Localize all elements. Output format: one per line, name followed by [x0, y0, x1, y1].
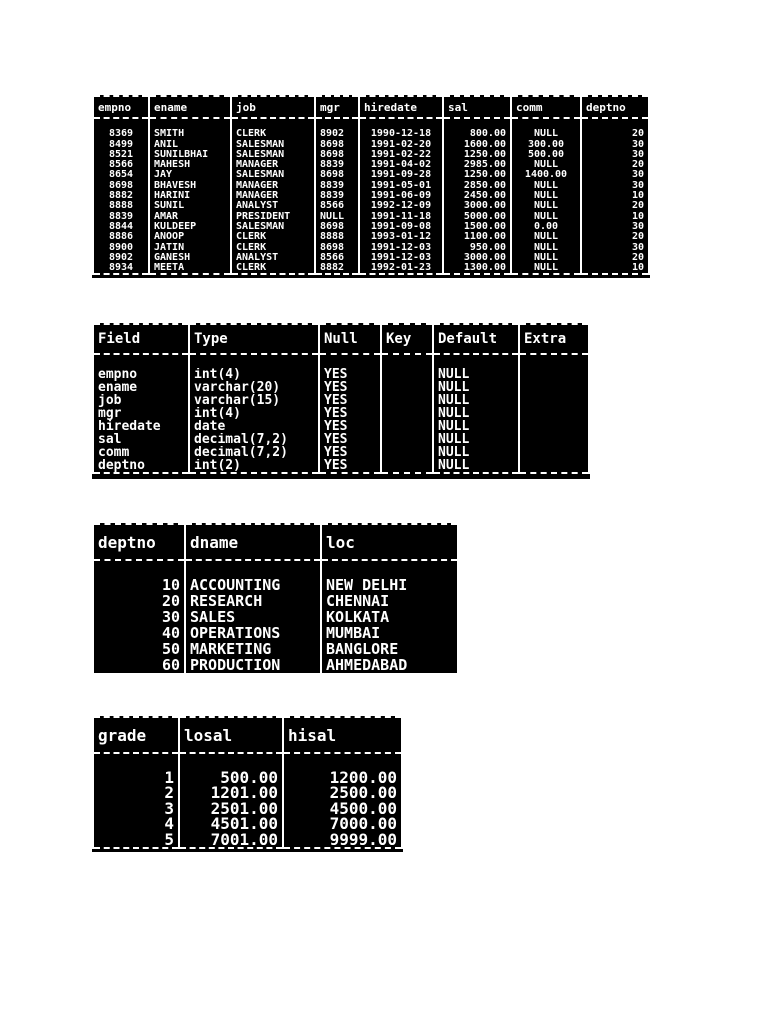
- salgrade-table-screenshot: [92, 716, 403, 852]
- salgrade-header-row: [93, 717, 402, 753]
- spacer-cell: [381, 354, 433, 368]
- table-row: [93, 433, 589, 446]
- spacer-cell: [93, 354, 189, 368]
- table-cell: 2: [93, 785, 179, 801]
- table-cell: date: [189, 420, 319, 433]
- table-row: [93, 641, 458, 657]
- table-cell: 10: [581, 191, 649, 201]
- table-cell: 1500.00: [443, 222, 511, 232]
- table-cell: 1991-09-28: [359, 170, 443, 180]
- desc-body: [93, 354, 589, 473]
- table-cell: 8888: [315, 232, 359, 242]
- table-cell: YES: [319, 368, 381, 381]
- table-cell: 8698: [315, 170, 359, 180]
- table-row: [93, 785, 402, 801]
- table-row: [93, 150, 649, 160]
- table-cell: 1201.00: [179, 785, 283, 801]
- table-cell: NULL: [511, 181, 581, 191]
- column-header: loc: [321, 524, 458, 560]
- salgrade-body: [93, 753, 402, 848]
- column-header: losal: [179, 717, 283, 753]
- table-cell: 1250.00: [443, 170, 511, 180]
- table-row: [93, 381, 589, 394]
- table-cell: comm: [93, 446, 189, 459]
- table-cell: 1100.00: [443, 232, 511, 242]
- table-row: [93, 625, 458, 641]
- table-cell: sal: [93, 433, 189, 446]
- table-cell: 50: [93, 641, 185, 657]
- table-cell: NULL: [433, 433, 519, 446]
- table-cell: ANALYST: [231, 201, 315, 211]
- spacer-cell: [321, 560, 458, 577]
- table-cell: 1991-12-03: [359, 243, 443, 253]
- table-cell: KOLKATA: [321, 609, 458, 625]
- table-row: [93, 181, 649, 191]
- table-cell: 1991-04-02: [359, 160, 443, 170]
- table-cell: 1991-06-09: [359, 191, 443, 201]
- spacer-row: [93, 560, 458, 577]
- table-cell: 1992-01-23: [359, 263, 443, 274]
- table-cell: 500.00: [179, 770, 283, 786]
- spacer-cell: [359, 118, 443, 129]
- table-cell: NULL: [433, 459, 519, 473]
- table-cell: NULL: [511, 243, 581, 253]
- table-cell: 8839: [315, 191, 359, 201]
- table-cell: NULL: [433, 420, 519, 433]
- column-header: grade: [93, 717, 179, 753]
- table-cell: 1250.00: [443, 150, 511, 160]
- table-cell: 30: [581, 140, 649, 150]
- table-cell: SUNIL: [149, 201, 231, 211]
- table-cell: RESEARCH: [185, 593, 321, 609]
- table-row: [93, 191, 649, 201]
- emp-header-row: [93, 96, 649, 118]
- table-cell: hiredate: [93, 420, 189, 433]
- table-cell: YES: [319, 407, 381, 420]
- table-row: [93, 657, 458, 673]
- column-header: dname: [185, 524, 321, 560]
- table-cell: 20: [581, 232, 649, 242]
- table-cell: [381, 394, 433, 407]
- table-cell: NULL: [511, 191, 581, 201]
- table-cell: 800.00: [443, 129, 511, 139]
- table-cell: NULL: [511, 253, 581, 263]
- table-cell: 8888: [93, 201, 149, 211]
- table-cell: 2985.00: [443, 160, 511, 170]
- table-cell: 3000.00: [443, 253, 511, 263]
- table-cell: GANESH: [149, 253, 231, 263]
- spacer-cell: [519, 354, 589, 368]
- table-cell: [381, 446, 433, 459]
- table-row: [93, 407, 589, 420]
- table-cell: 1300.00: [443, 263, 511, 274]
- table-cell: YES: [319, 459, 381, 473]
- spacer-cell: [185, 560, 321, 577]
- spacer-cell: [149, 118, 231, 129]
- column-header: Key: [381, 324, 433, 354]
- table-cell: 1991-05-01: [359, 181, 443, 191]
- table-cell: 3: [93, 801, 179, 817]
- table-row: [93, 222, 649, 232]
- table-cell: [519, 446, 589, 459]
- table-cell: NULL: [511, 232, 581, 242]
- table-cell: deptno: [93, 459, 189, 473]
- table-cell: 10: [581, 263, 649, 274]
- table-cell: [381, 407, 433, 420]
- table-row: [93, 577, 458, 593]
- table-cell: 10: [93, 577, 185, 593]
- table-cell: 8566: [93, 160, 149, 170]
- table-cell: 8839: [315, 160, 359, 170]
- table-cell: CLERK: [231, 243, 315, 253]
- table-cell: 2500.00: [283, 785, 402, 801]
- table-row: [93, 801, 402, 817]
- table-row: [93, 160, 649, 170]
- table-cell: MANAGER: [231, 181, 315, 191]
- table-cell: [381, 459, 433, 473]
- table-cell: 8844: [93, 222, 149, 232]
- table-cell: MEETA: [149, 263, 231, 274]
- table-cell: 20: [93, 593, 185, 609]
- table-cell: 9999.00: [283, 832, 402, 849]
- table-cell: NULL: [433, 394, 519, 407]
- table-cell: YES: [319, 446, 381, 459]
- table-cell: 1991-11-18: [359, 212, 443, 222]
- spacer-cell: [93, 560, 185, 577]
- table-cell: 8698: [315, 150, 359, 160]
- table-cell: 300.00: [511, 140, 581, 150]
- table-cell: 8369: [93, 129, 149, 139]
- table-cell: MUMBAI: [321, 625, 458, 641]
- table-cell: 1991-02-20: [359, 140, 443, 150]
- table-cell: CLERK: [231, 263, 315, 274]
- spacer-cell: [231, 118, 315, 129]
- table-cell: 30: [581, 181, 649, 191]
- table-cell: NULL: [433, 407, 519, 420]
- table-cell: CLERK: [231, 232, 315, 242]
- table-cell: 8882: [93, 191, 149, 201]
- table-cell: 40: [93, 625, 185, 641]
- table-row: [93, 816, 402, 832]
- table-cell: 8698: [315, 222, 359, 232]
- spacer-cell: [319, 354, 381, 368]
- table-cell: 8654: [93, 170, 149, 180]
- table-cell: 20: [581, 201, 649, 211]
- table-cell: 3000.00: [443, 201, 511, 211]
- emp-body: [93, 118, 649, 274]
- table-cell: JAY: [149, 170, 231, 180]
- table-cell: 1992-12-09: [359, 201, 443, 211]
- table-cell: job: [93, 394, 189, 407]
- table-row: [93, 459, 589, 473]
- table-row: [93, 593, 458, 609]
- table-cell: 8499: [93, 140, 149, 150]
- table-cell: YES: [319, 420, 381, 433]
- table-cell: ename: [93, 381, 189, 394]
- table-cell: 30: [581, 150, 649, 160]
- column-header: deptno: [581, 96, 649, 118]
- spacer-cell: [179, 753, 283, 770]
- table-row: [93, 201, 649, 211]
- table-cell: SMITH: [149, 129, 231, 139]
- table-cell: SALESMAN: [231, 170, 315, 180]
- table-row: [93, 212, 649, 222]
- table-cell: 8902: [315, 129, 359, 139]
- table-cell: int(2): [189, 459, 319, 473]
- table-cell: int(4): [189, 407, 319, 420]
- table-cell: 1: [93, 770, 179, 786]
- table-cell: SALES: [185, 609, 321, 625]
- table-row: [93, 129, 649, 139]
- table-cell: 7000.00: [283, 816, 402, 832]
- dept-table: [92, 523, 459, 673]
- table-cell: AMAR: [149, 212, 231, 222]
- spacer-cell: [93, 118, 149, 129]
- spacer-row: [93, 118, 649, 129]
- table-cell: 30: [581, 222, 649, 232]
- table-cell: 8882: [315, 263, 359, 274]
- table-cell: 8902: [93, 253, 149, 263]
- dept-body: [93, 560, 458, 673]
- table-row: [93, 770, 402, 786]
- column-header: Null: [319, 324, 381, 354]
- table-cell: 1600.00: [443, 140, 511, 150]
- table-cell: MAHESH: [149, 160, 231, 170]
- table-cell: 5: [93, 832, 179, 849]
- table-row: [93, 609, 458, 625]
- spacer-cell: [581, 118, 649, 129]
- table-cell: [519, 433, 589, 446]
- table-cell: CLERK: [231, 129, 315, 139]
- table-cell: 10: [581, 212, 649, 222]
- spacer-cell: [511, 118, 581, 129]
- table-cell: [381, 433, 433, 446]
- table-cell: 4500.00: [283, 801, 402, 817]
- table-cell: 60: [93, 657, 185, 673]
- column-header: comm: [511, 96, 581, 118]
- salgrade-table: [92, 716, 403, 849]
- table-cell: 1993-01-12: [359, 232, 443, 242]
- table-cell: NULL: [511, 201, 581, 211]
- table-cell: 8886: [93, 232, 149, 242]
- table-cell: 30: [93, 609, 185, 625]
- table-cell: ANIL: [149, 140, 231, 150]
- table-cell: 0.00: [511, 222, 581, 232]
- table-cell: ACCOUNTING: [185, 577, 321, 593]
- table-cell: NULL: [511, 160, 581, 170]
- table-cell: 8900: [93, 243, 149, 253]
- table-row: [93, 140, 649, 150]
- table-cell: [381, 420, 433, 433]
- table-cell: 1991-02-22: [359, 150, 443, 160]
- table-cell: NULL: [511, 263, 581, 274]
- table-cell: 8839: [315, 181, 359, 191]
- spacer-cell: [433, 354, 519, 368]
- table-row: [93, 263, 649, 274]
- table-cell: BANGLORE: [321, 641, 458, 657]
- table-row: [93, 232, 649, 242]
- desc-header-row: [93, 324, 589, 354]
- table-cell: CHENNAI: [321, 593, 458, 609]
- table-cell: 30: [581, 243, 649, 253]
- spacer-row: [93, 753, 402, 770]
- table-cell: 1990-12-18: [359, 129, 443, 139]
- table-cell: varchar(20): [189, 381, 319, 394]
- column-header: deptno: [93, 524, 185, 560]
- table-cell: MANAGER: [231, 160, 315, 170]
- table-cell: SALESMAN: [231, 140, 315, 150]
- table-cell: decimal(7,2): [189, 446, 319, 459]
- table-cell: mgr: [93, 407, 189, 420]
- column-header: hiredate: [359, 96, 443, 118]
- table-cell: 5000.00: [443, 212, 511, 222]
- table-row: [93, 446, 589, 459]
- table-cell: HARINI: [149, 191, 231, 201]
- table-cell: JATIN: [149, 243, 231, 253]
- table-cell: MANAGER: [231, 191, 315, 201]
- table-cell: NULL: [433, 381, 519, 394]
- table-cell: 20: [581, 129, 649, 139]
- table-cell: BHAVESH: [149, 181, 231, 191]
- desc-table-screenshot: [92, 323, 590, 479]
- table-cell: SALESMAN: [231, 222, 315, 232]
- table-cell: 1200.00: [283, 770, 402, 786]
- spacer-cell: [443, 118, 511, 129]
- table-cell: 8566: [315, 253, 359, 263]
- table-cell: 8839: [93, 212, 149, 222]
- table-cell: [519, 420, 589, 433]
- table-cell: 20: [581, 160, 649, 170]
- column-header: Extra: [519, 324, 589, 354]
- column-header: job: [231, 96, 315, 118]
- column-header: Default: [433, 324, 519, 354]
- table-cell: NULL: [433, 368, 519, 381]
- table-cell: [519, 394, 589, 407]
- table-cell: 950.00: [443, 243, 511, 253]
- table-cell: NEW DELHI: [321, 577, 458, 593]
- emp-table-screenshot: [92, 95, 650, 278]
- table-cell: [519, 381, 589, 394]
- table-row: [93, 832, 402, 849]
- table-cell: [519, 459, 589, 473]
- spacer-cell: [283, 753, 402, 770]
- table-cell: empno: [93, 368, 189, 381]
- table-cell: NULL: [315, 212, 359, 222]
- table-cell: 1400.00: [511, 170, 581, 180]
- table-cell: SUNILBHAI: [149, 150, 231, 160]
- table-cell: YES: [319, 433, 381, 446]
- table-cell: PRESIDENT: [231, 212, 315, 222]
- table-cell: YES: [319, 394, 381, 407]
- table-cell: NULL: [511, 129, 581, 139]
- column-header: mgr: [315, 96, 359, 118]
- spacer-cell: [315, 118, 359, 129]
- spacer-row: [93, 354, 589, 368]
- spacer-cell: [189, 354, 319, 368]
- table-cell: 8698: [93, 181, 149, 191]
- table-cell: 8698: [315, 243, 359, 253]
- table-cell: 1991-09-08: [359, 222, 443, 232]
- emp-table: [92, 95, 650, 275]
- table-cell: int(4): [189, 368, 319, 381]
- table-row: [93, 420, 589, 433]
- table-cell: 4: [93, 816, 179, 832]
- table-cell: 8698: [315, 140, 359, 150]
- table-cell: 2850.00: [443, 181, 511, 191]
- column-header: Type: [189, 324, 319, 354]
- table-row: [93, 394, 589, 407]
- column-header: Field: [93, 324, 189, 354]
- column-header: sal: [443, 96, 511, 118]
- table-row: [93, 243, 649, 253]
- table-cell: [381, 381, 433, 394]
- table-cell: KULDEEP: [149, 222, 231, 232]
- table-cell: ANALYST: [231, 253, 315, 263]
- table-cell: NULL: [433, 446, 519, 459]
- table-cell: [519, 368, 589, 381]
- table-cell: 30: [581, 170, 649, 180]
- table-cell: [381, 368, 433, 381]
- table-cell: 4501.00: [179, 816, 283, 832]
- table-cell: MARKETING: [185, 641, 321, 657]
- dept-table-screenshot: [92, 523, 459, 673]
- desc-table: [92, 323, 590, 474]
- table-cell: 2501.00: [179, 801, 283, 817]
- table-cell: 20: [581, 253, 649, 263]
- column-header: empno: [93, 96, 149, 118]
- table-cell: OPERATIONS: [185, 625, 321, 641]
- table-row: [93, 253, 649, 263]
- table-cell: SALESMAN: [231, 150, 315, 160]
- table-row: [93, 170, 649, 180]
- table-cell: YES: [319, 381, 381, 394]
- column-header: ename: [149, 96, 231, 118]
- table-cell: PRODUCTION: [185, 657, 321, 673]
- table-row: [93, 368, 589, 381]
- dept-header-row: [93, 524, 458, 560]
- table-cell: 8934: [93, 263, 149, 274]
- table-cell: 7001.00: [179, 832, 283, 849]
- table-cell: 1991-12-03: [359, 253, 443, 263]
- table-cell: NULL: [511, 212, 581, 222]
- table-cell: 2450.00: [443, 191, 511, 201]
- table-cell: [519, 407, 589, 420]
- table-cell: ANOOP: [149, 232, 231, 242]
- column-header: hisal: [283, 717, 402, 753]
- table-cell: 500.00: [511, 150, 581, 160]
- spacer-cell: [93, 753, 179, 770]
- table-cell: decimal(7,2): [189, 433, 319, 446]
- table-cell: 8521: [93, 150, 149, 160]
- table-cell: AHMEDABAD: [321, 657, 458, 673]
- table-cell: varchar(15): [189, 394, 319, 407]
- table-cell: 8566: [315, 201, 359, 211]
